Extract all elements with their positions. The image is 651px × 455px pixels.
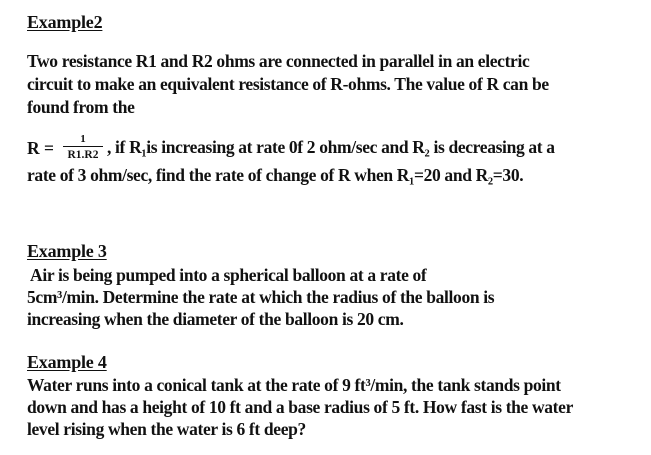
example4-heading: Example 4 — [27, 352, 107, 372]
example3-line-2: 5cm³/min. Determine the rate at which the radius of the balloon is — [27, 287, 495, 307]
formula-fraction — [63, 133, 103, 162]
example3-heading: Example 3 — [27, 241, 107, 261]
example2-line-2: circuit to make an equivalent resistance of R-ohms. The value of R can be — [27, 74, 549, 94]
example2-line-5: rate of 3 ohm/sec, find the rate of change of R when R₁=20 and R₂=30. — [27, 165, 524, 185]
formula-lhs: R = — [27, 138, 54, 158]
example3-line-1: Air is being pumped into a spherical balloon at a rate of — [27, 265, 427, 285]
example3-line-3: increasing when the diameter of the balloon is 20 cm. — [27, 309, 404, 329]
example2-line-1: Two resistance R1 and R2 ohms are connected in parallel in an electric — [27, 51, 530, 71]
example4-line-3: level rising when the water is 6 ft deep? — [27, 419, 306, 439]
example4-line-1: Water runs into a conical tank at the rate of 9 ft³/min, the tank stands point — [27, 375, 561, 395]
example2-line-3: found from the — [27, 97, 135, 117]
fraction-denominator: R1.R2 — [67, 149, 99, 161]
example2-heading: Example2 — [27, 12, 103, 32]
fraction-numerator: 1 — [80, 133, 86, 145]
example4-line-2: down and has a height of 10 ft and a base radius of 5 ft. How fast is the water — [27, 397, 573, 417]
formula-condition-text: , if R₁is increasing at rate 0f 2 ohm/sec and R₂ is decreasing at a — [107, 137, 555, 157]
fraction-bar — [63, 146, 103, 147]
